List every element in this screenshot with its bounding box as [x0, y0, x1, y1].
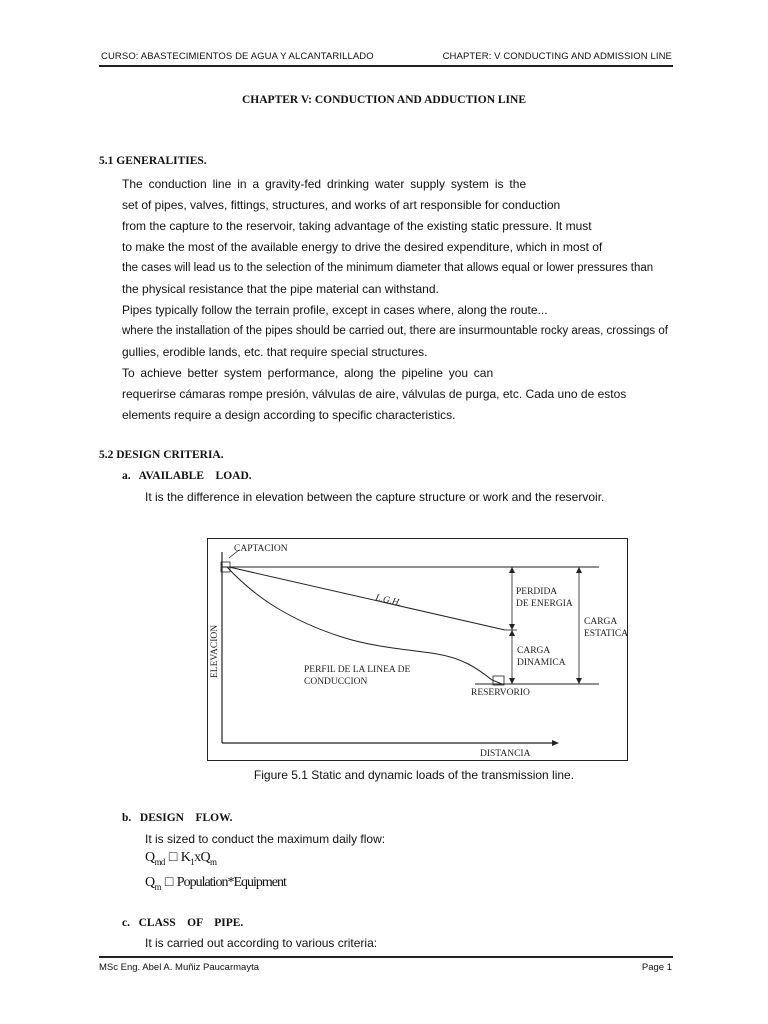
subsection-b-text: It is sized to conduct the maximum daily flow: — [145, 832, 386, 846]
paragraph-line: to make the most of the available energy to drive the desired expenditure, which in most of — [122, 240, 603, 254]
label-reservorio: RESERVORIO — [471, 688, 530, 698]
subsection-c-text: It is carried out according to various criteria: — [145, 936, 378, 950]
label-perdida: PERDIDA — [516, 587, 558, 597]
estatica-arrow-bottom — [576, 678, 582, 684]
label-carga-estatica-2: ESTATICA — [584, 629, 628, 639]
subsection-a-text: It is the difference in elevation between the capture structure or work and the reservoir. — [145, 490, 605, 504]
paragraph-line: the physical resistance that the pipe material can withstand. — [122, 282, 439, 296]
chapter-title: CHAPTER V: CONDUCTION AND ADDUCTION LINE — [241, 94, 527, 106]
eq2-lhs-sub: m — [154, 881, 161, 892]
label-lgh: L.G.H. — [374, 593, 403, 609]
paragraph-line: elements require a design according to specific characteristics. — [122, 408, 456, 422]
label-captacion: CAPTACION — [234, 544, 288, 554]
estatica-arrow-top — [576, 567, 582, 573]
eq1-k: K — [180, 850, 191, 865]
section-5-1-heading: 5.1 GENERALITIES. — [99, 155, 207, 167]
eq2-lhs: Q — [145, 875, 155, 890]
label-de-energia: DE ENERGIA — [516, 599, 573, 609]
eq1-lhs: Q — [145, 850, 155, 865]
dinamica-arrow-bottom — [509, 678, 515, 684]
equation-qm — [145, 875, 286, 892]
label-perfil-2: CONDUCCION — [304, 677, 368, 687]
subsection-c-heading: c. CLASS OF PIPE. — [122, 917, 244, 929]
eq2-operator: □ — [164, 875, 173, 890]
perdida-arrow-top — [509, 567, 515, 573]
paragraph-line: The conduction line in a gravity-fed drinking water supply system is the — [122, 177, 527, 191]
footer-author: MSc Eng. Abel A. Muñiz Paucarmayta — [99, 962, 259, 973]
section-5-1-body — [122, 174, 668, 426]
eq1-lhs-sub: md — [154, 856, 165, 867]
paragraph-line: requerirse cámaras rompe presión, válvulas de aire, válvulas de purga, etc. Cada uno de estos — [122, 387, 627, 401]
header-rule — [99, 65, 673, 67]
figure-loads-diagram — [207, 538, 628, 761]
label-distancia: DISTANCIA — [480, 749, 531, 759]
eq1-operator: □ — [168, 850, 177, 865]
figure-frame — [208, 539, 628, 761]
perdida-arrow-bottom — [509, 624, 515, 630]
header-chapter: CHAPTER: V CONDUCTING AND ADMISSION LINE — [442, 51, 672, 62]
label-perfil-1: PERFIL DE LA LINEA DE — [304, 665, 411, 675]
dinamica-arrow-top — [509, 630, 515, 636]
paragraph-line: gullies, erodible lands, etc. that require special structures. — [122, 345, 428, 359]
section-5-2-heading: 5.2 DESIGN CRITERIA. — [99, 449, 224, 461]
paragraph-line: from the capture to the reservoir, taking advantage of the existing static pressure. It must — [122, 219, 592, 233]
label-carga-dinamica-1: CARGA — [517, 646, 551, 656]
lgh-line — [229, 567, 505, 630]
equation-qmd — [145, 850, 216, 867]
eq2-rhs: Population*Equipment — [176, 875, 286, 890]
label-elevacion: ELEVACION — [210, 624, 220, 678]
eq1-x: xQ — [194, 850, 211, 865]
paragraph-line: where the installation of the pipes should be carried out, there are insurmountable rocky areas, crossings of — [122, 325, 668, 337]
figure-caption: Figure 5.1 Static and dynamic loads of the transmission line. — [253, 768, 575, 782]
footer-page-number: Page 1 — [641, 962, 672, 973]
eq1-x-sub: m — [210, 856, 217, 867]
subsection-b-heading: b. DESIGN FLOW. — [122, 812, 233, 824]
paragraph-line: To achieve better system performance, along the pipeline you can — [122, 366, 494, 380]
label-carga-estatica-1: CARGA — [584, 617, 618, 627]
eq1-k-sub: 1 — [190, 856, 195, 867]
paragraph-line: Pipes typically follow the terrain profile, except in cases where, along the route... — [122, 303, 548, 317]
x-axis-arrow — [552, 740, 559, 746]
label-carga-dinamica-2: DINAMICA — [517, 658, 566, 668]
footer-rule — [99, 956, 673, 958]
paragraph-line: set of pipes, valves, fittings, structures, and works of art responsible for conduction — [122, 198, 561, 212]
subsection-a-heading: a. AVAILABLE LOAD. — [122, 470, 252, 482]
paragraph-line: the cases will lead us to the selection of the minimum diameter that allows equal or lower pressures than — [122, 262, 654, 274]
header-course: CURSO: ABASTECIMIENTOS DE AGUA Y ALCANTARILLADO — [101, 51, 374, 62]
